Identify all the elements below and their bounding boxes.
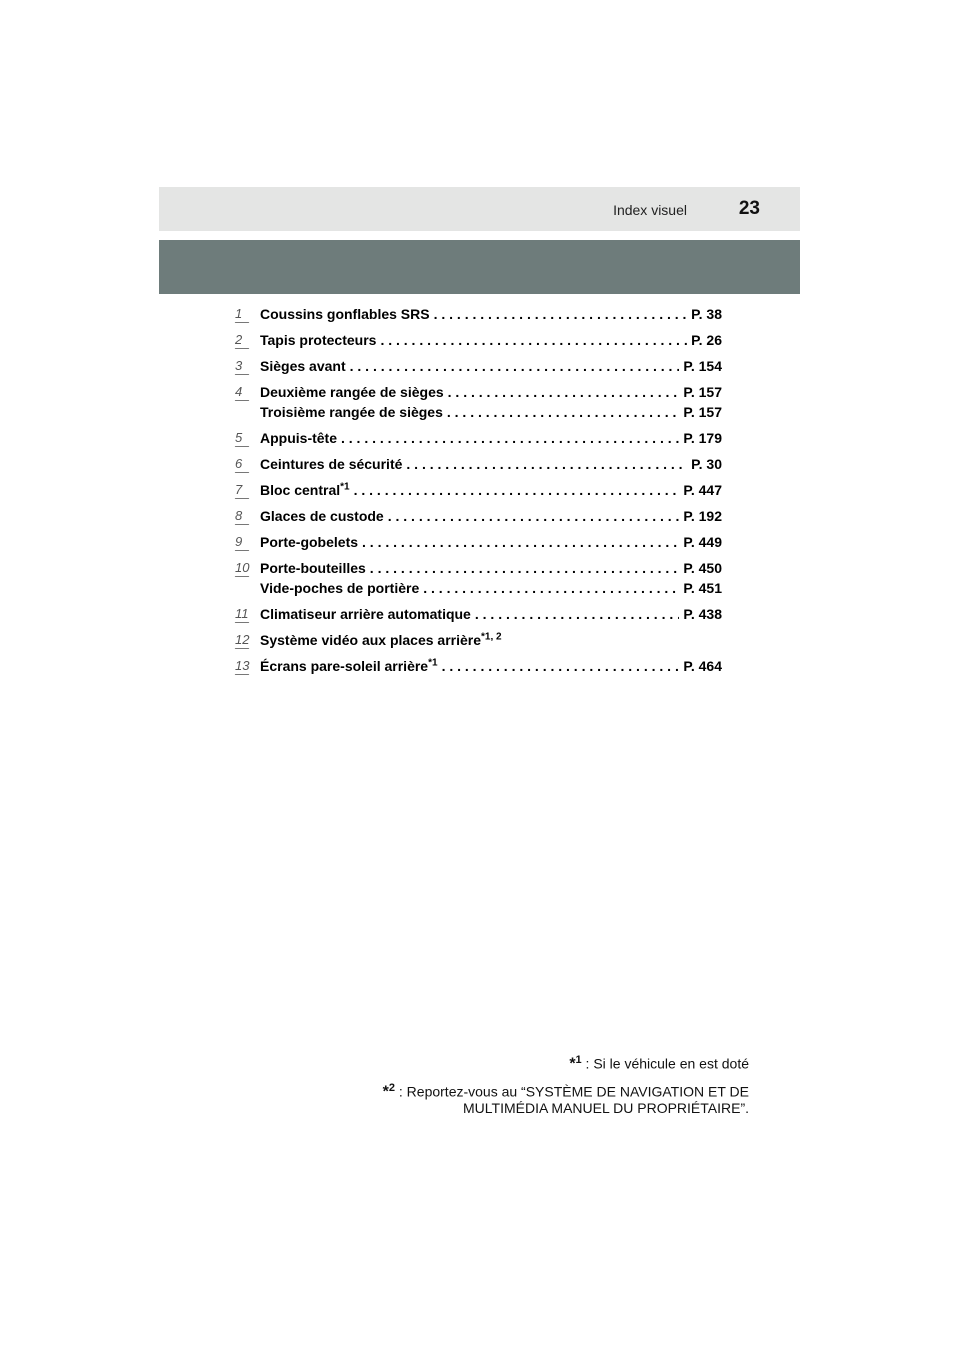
footnote: *$^1$ : Si le véhicule en est doté	[569, 1054, 749, 1073]
section-title: Index visuel	[613, 202, 687, 218]
entry-label: Écrans pare-soleil arrière$^{*1}$	[260, 657, 438, 674]
index-item	[232, 382, 722, 422]
page-reference: P. 438	[683, 606, 722, 622]
footnote-marker: *1, 2	[481, 631, 502, 643]
header-bar	[159, 187, 800, 231]
index-item	[232, 330, 722, 350]
index-entry	[260, 558, 722, 578]
index-entry	[260, 604, 722, 624]
index-entry	[260, 330, 722, 350]
page-reference: P. 451	[683, 580, 722, 596]
dot-leader	[447, 402, 679, 422]
entry-label: Vide-poches de portière	[260, 580, 420, 596]
page-reference: P. 447	[683, 482, 722, 498]
index-entry	[260, 506, 722, 526]
index-entry	[260, 480, 722, 500]
entry-label: Porte-bouteilles	[260, 560, 366, 576]
item-number-badge: 8	[235, 508, 257, 523]
item-number-badge: 7	[235, 482, 257, 497]
page-reference: P. 192	[683, 508, 722, 524]
dot-leader	[380, 330, 687, 350]
item-number-badge: 10	[235, 560, 257, 575]
index-entry	[260, 578, 722, 598]
index-entry	[260, 402, 722, 422]
item-number-badge: 1	[235, 306, 257, 321]
index-entry	[260, 630, 722, 650]
dot-leader	[350, 356, 680, 376]
footnote-marker: *1	[428, 657, 438, 669]
index-entry	[260, 532, 722, 552]
entry-label: Tapis protecteurs	[260, 332, 377, 348]
item-number-badge: 4	[235, 384, 257, 399]
entry-label: Glaces de custode	[260, 508, 384, 524]
entry-label: Climatiseur arrière automatique	[260, 606, 471, 622]
header-band	[159, 240, 800, 294]
item-number-badge: 9	[235, 534, 257, 549]
page-reference: P. 450	[683, 560, 722, 576]
index-item	[232, 656, 722, 676]
footnote-marker: *1	[340, 481, 350, 493]
index-item	[232, 630, 722, 650]
index-entry	[260, 454, 722, 474]
dot-leader	[434, 304, 688, 324]
item-number-badge: 12	[235, 632, 257, 647]
item-number-badge: 5	[235, 430, 257, 445]
dot-leader	[370, 558, 680, 578]
entry-label: Deuxième rangée de sièges	[260, 384, 444, 400]
index-item	[232, 604, 722, 624]
entry-label: Troisième rangée de sièges	[260, 404, 443, 420]
index-item	[232, 428, 722, 448]
page-reference: P. 464	[683, 658, 722, 674]
dot-leader	[388, 506, 680, 526]
dot-leader	[406, 454, 687, 474]
dot-leader	[475, 604, 679, 624]
index-list	[232, 304, 722, 676]
footnote: *$^2$ : Reportez-vous au “SYSTÈME DE NAVIGATION ET DE MULTIMÉDIA MANUEL DU PROPRIÉTAIRE”.	[382, 1081, 749, 1117]
footnotes	[383, 1052, 749, 1117]
entry-label: Sièges avant	[260, 358, 346, 374]
index-entry	[260, 656, 722, 676]
item-number-badge: 6	[235, 456, 257, 471]
index-item	[232, 454, 722, 474]
index-item	[232, 532, 722, 552]
entry-label: Appuis-tête	[260, 430, 337, 446]
page-reference: P. 30	[691, 456, 722, 472]
page-reference: P. 154	[683, 358, 722, 374]
index-item	[232, 356, 722, 376]
item-number-badge: 2	[235, 332, 257, 347]
index-entry	[260, 304, 722, 324]
page-reference: P. 157	[683, 404, 722, 420]
item-number-badge: 3	[235, 358, 257, 373]
dot-leader	[341, 428, 679, 448]
page-number: 23	[738, 198, 760, 219]
dot-leader	[442, 656, 680, 676]
dot-leader	[362, 532, 679, 552]
entry-label: Porte-gobelets	[260, 534, 359, 550]
entry-label: Système vidéo aux places arrière$^{*1, 2}$	[260, 631, 502, 648]
page-reference: P. 26	[691, 332, 722, 348]
dot-leader	[448, 382, 680, 402]
entry-label: Bloc central$^{*1}$	[260, 481, 350, 498]
entry-label: Coussins gonflables SRS	[260, 306, 430, 322]
dot-leader	[423, 578, 679, 598]
index-entry	[260, 382, 722, 402]
index-item	[232, 558, 722, 598]
entry-label: Ceintures de sécurité	[260, 456, 403, 472]
index-item	[232, 480, 722, 500]
dot-leader	[354, 480, 680, 500]
page-reference: P. 38	[691, 306, 722, 322]
item-number-badge: 11	[235, 606, 257, 621]
index-item	[232, 506, 722, 526]
index-entry	[260, 428, 722, 448]
page-reference: P. 449	[683, 534, 722, 550]
item-number-badge: 13	[235, 658, 257, 673]
index-entry	[260, 356, 722, 376]
page-reference: P. 157	[683, 384, 722, 400]
page-reference: P. 179	[683, 430, 722, 446]
index-item	[232, 304, 722, 324]
